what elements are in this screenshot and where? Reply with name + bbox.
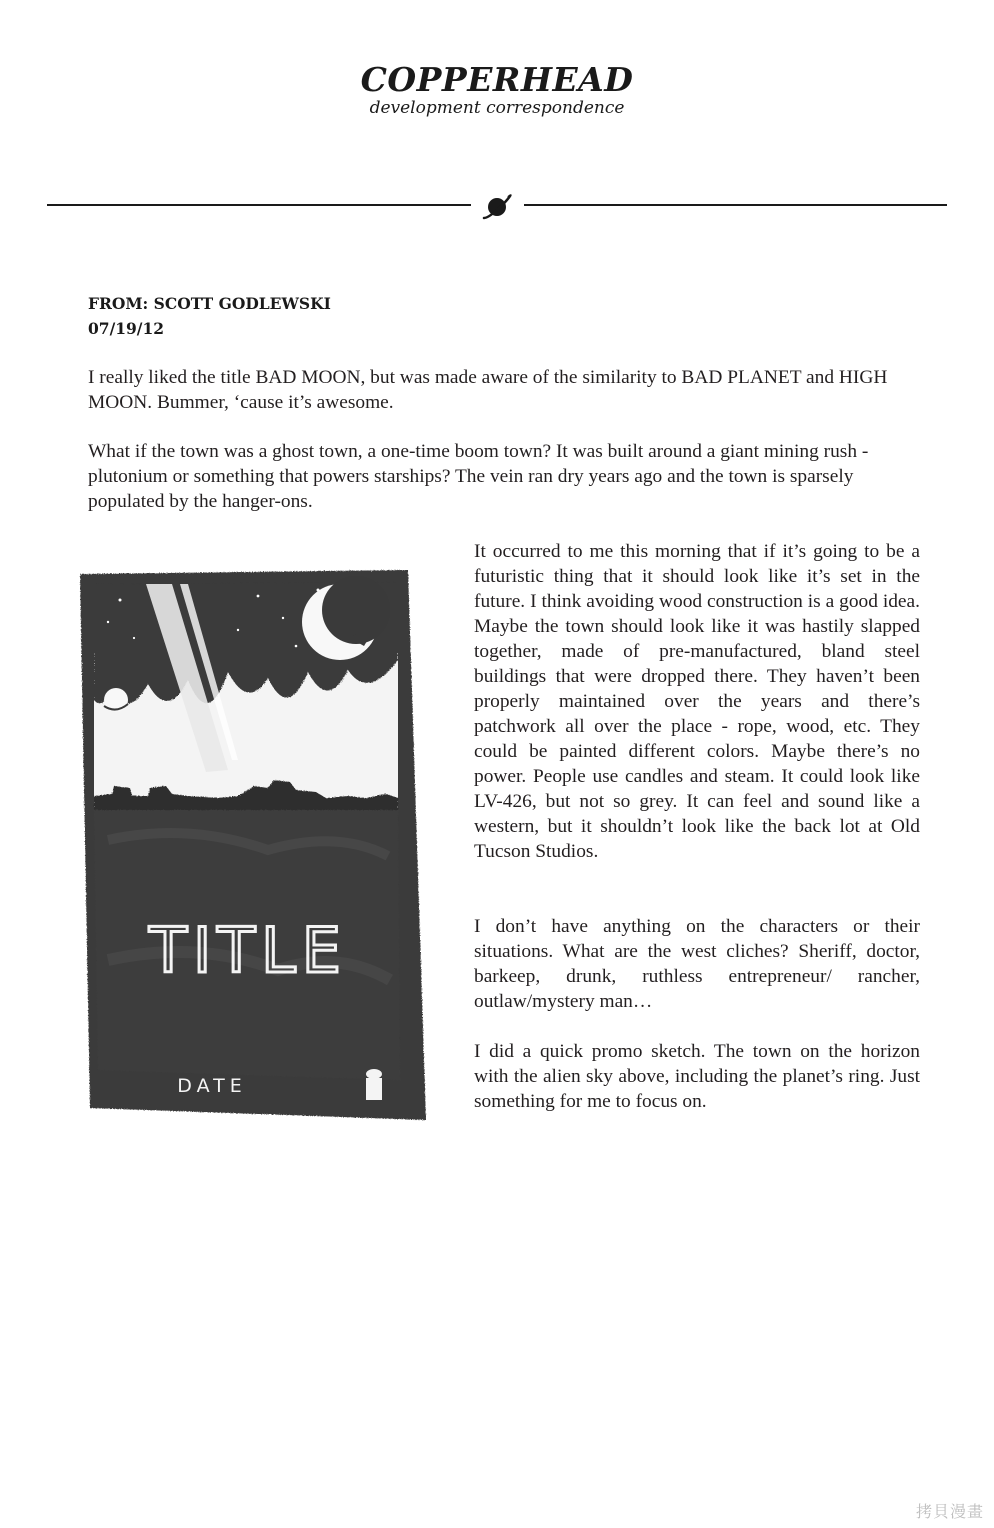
paragraph-4: I don’t have anything on the characters or their situations. What are the west cliches? Sheriff, doctor, barkeep, drunk, ruthless entrepreneur/ rancher, outlaw/mystery man… bbox=[474, 916, 920, 1012]
paragraph-1: I really liked the title BAD MOON, but was made aware of the similarity to BAD PLANET and HIGH MOON. Bummer, ‘cause it’s awesome. bbox=[88, 367, 888, 413]
sketch-date-text: DATE bbox=[177, 1075, 247, 1097]
paragraph-2: What if the town was a ghost town, a one-time boom town? It was built around a giant mining rush - plutonium or something that powers starships? The vein ran dry years ago and the town is sparsely populated by the hanger-ons. bbox=[88, 441, 869, 512]
promo-sketch bbox=[68, 560, 446, 1130]
watermark: 拷貝漫畫 bbox=[915, 1502, 984, 1521]
divider-right bbox=[524, 204, 947, 206]
publisher-logo-icon bbox=[366, 1069, 382, 1100]
letter-from: FROM: SCOTT GODLEWSKI bbox=[88, 294, 331, 313]
page-title: COPPERHEAD bbox=[360, 60, 634, 99]
letter-meta bbox=[88, 291, 331, 341]
paragraph-3: It occurred to me this morning that if it’s going to be a futuristic thing that it should look like it’s set in the future. I think avoiding wood construction is a good idea. Maybe the town should look like it was hastily slapped together, made of pre-manufactured, bland steel buildings that were dropped there. They haven’t been properly maintained over the years and there’s patchwork all over the place - rope, wood, etc. They could be painted different colors. Maybe there’s no power. People use candles and steam. It could look like LV-426, but not so grey. It can feel and sound like a western, but it shouldn’t look like the back lot at Old Tucson Studios. bbox=[474, 541, 920, 862]
letter-date: 07/19/12 bbox=[88, 319, 165, 338]
page-subtitle: development correspondence bbox=[369, 98, 625, 118]
paragraph-5: I did a quick promo sketch. The town on the horizon with the alien sky above, including the planet’s ring. Just something for me to focus on. bbox=[474, 1041, 920, 1112]
sketch-title-text: TITLE bbox=[149, 914, 347, 987]
planet-icon bbox=[478, 188, 516, 226]
divider-left bbox=[47, 204, 471, 206]
page-header bbox=[0, 60, 994, 118]
